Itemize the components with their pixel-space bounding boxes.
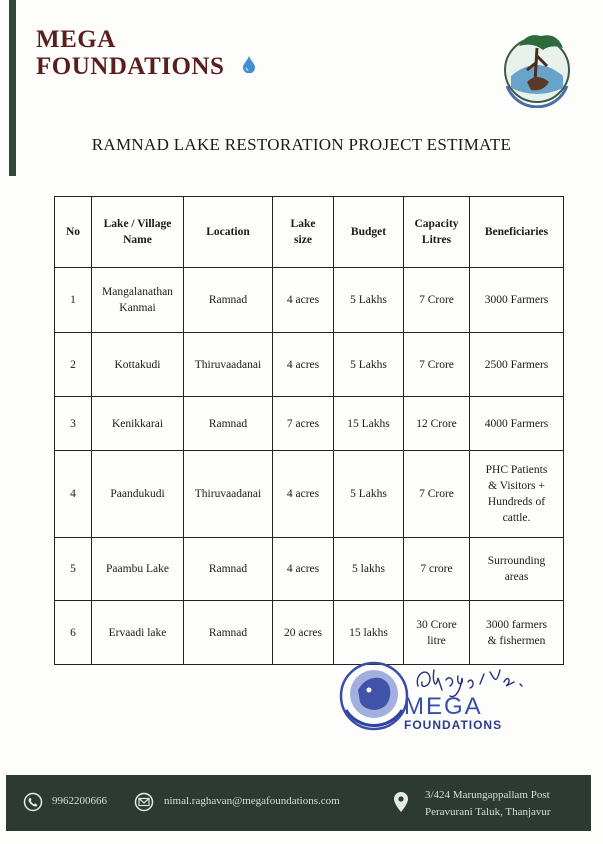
cell-name: Paandukudi bbox=[92, 451, 184, 538]
location-pin-icon bbox=[392, 791, 410, 813]
cell-no: 2 bbox=[55, 333, 92, 397]
cell-name: Ervaadi lake bbox=[92, 601, 184, 665]
cell-budget: 5 lakhs bbox=[334, 538, 404, 601]
phone-icon bbox=[23, 792, 43, 812]
stamp-mega: MEGA bbox=[404, 693, 483, 720]
email-icon bbox=[134, 792, 154, 812]
table-row bbox=[55, 601, 564, 665]
header-capacity-litres: Capacity Litres bbox=[404, 197, 470, 268]
table-row bbox=[55, 333, 564, 397]
cell-size: 4 acres bbox=[273, 538, 334, 601]
cell-size: 20 acres bbox=[273, 601, 334, 665]
cell-beneficiaries: 3000 farmers & fishermen bbox=[470, 601, 564, 665]
cell-beneficiaries: PHC Patients & Visitors + Hundreds of cattle. bbox=[470, 451, 564, 538]
cell-no: 5 bbox=[55, 538, 92, 601]
table-row bbox=[55, 397, 564, 451]
table-row bbox=[55, 268, 564, 333]
document-title: RAMNAD LAKE RESTORATION PROJECT ESTIMATE bbox=[91, 135, 512, 154]
footer-address-line1: 3/424 Marungappallam Post bbox=[425, 789, 550, 801]
cell-capacity: 30 Crore litre bbox=[404, 601, 470, 665]
header-beneficiaries: Beneficiaries bbox=[470, 197, 564, 268]
footer-phone[interactable]: 9962200666 bbox=[52, 795, 107, 807]
cell-size: 7 acres bbox=[273, 397, 334, 451]
table-row bbox=[55, 451, 564, 538]
header-budget: Budget bbox=[334, 197, 404, 268]
globe-lion-stamp-icon bbox=[338, 660, 410, 732]
cell-capacity: 7 Crore bbox=[404, 451, 470, 538]
cell-size: 4 acres bbox=[273, 333, 334, 397]
earth-tree-logo-icon bbox=[497, 26, 577, 108]
cell-capacity: 7 crore bbox=[404, 538, 470, 601]
brand-line-1: MEGA bbox=[36, 26, 116, 53]
project-estimate-table bbox=[54, 196, 564, 665]
cell-budget: 5 Lakhs bbox=[334, 451, 404, 538]
cell-location: Thiruvaadanai bbox=[184, 333, 273, 397]
table-row bbox=[55, 538, 564, 601]
cell-name: Kenikkarai bbox=[92, 397, 184, 451]
cell-capacity: 7 Crore bbox=[404, 333, 470, 397]
cell-location: Ramnad bbox=[184, 397, 273, 451]
brand-wordmark bbox=[36, 26, 224, 80]
water-drop-icon bbox=[242, 55, 256, 73]
header-location: Location bbox=[184, 197, 273, 268]
cell-location: Ramnad bbox=[184, 601, 273, 665]
contact-footer bbox=[6, 775, 591, 831]
stamp-wordmark bbox=[404, 693, 503, 734]
cell-name: Paambu Lake bbox=[92, 538, 184, 601]
cell-budget: 5 Lakhs bbox=[334, 333, 404, 397]
cell-beneficiaries: 2500 Farmers bbox=[470, 333, 564, 397]
cell-location: Ramnad bbox=[184, 538, 273, 601]
cell-beneficiaries: Surrounding areas bbox=[470, 538, 564, 601]
cell-no: 3 bbox=[55, 397, 92, 451]
cell-location: Thiruvaadanai bbox=[184, 451, 273, 538]
stamp-foundations: FOUNDATIONS bbox=[404, 718, 503, 732]
cell-name: Mangalanathan Kanmai bbox=[92, 268, 184, 333]
cell-no: 4 bbox=[55, 451, 92, 538]
cell-beneficiaries: 3000 Farmers bbox=[470, 268, 564, 333]
cell-capacity: 7 Crore bbox=[404, 268, 470, 333]
cell-budget: 5 Lakhs bbox=[334, 268, 404, 333]
cell-no: 6 bbox=[55, 601, 92, 665]
cell-size: 4 acres bbox=[273, 451, 334, 538]
cell-name: Kottakudi bbox=[92, 333, 184, 397]
header-lake-village-name: Lake / Village Name bbox=[92, 197, 184, 268]
cell-beneficiaries: 4000 Farmers bbox=[470, 397, 564, 451]
header-no: No bbox=[55, 197, 92, 268]
footer-address-line2: Peravurani Taluk, Thanjavur bbox=[425, 806, 551, 818]
cell-size: 4 acres bbox=[273, 268, 334, 333]
footer-email[interactable]: nimal.raghavan@megafoundations.com bbox=[164, 795, 340, 807]
cell-location: Ramnad bbox=[184, 268, 273, 333]
cell-capacity: 12 Crore bbox=[404, 397, 470, 451]
cell-budget: 15 Lakhs bbox=[334, 397, 404, 451]
brand-line-2: FOUNDATIONS bbox=[36, 53, 225, 80]
header-lake-size: Lake size bbox=[273, 197, 334, 268]
cell-budget: 15 lakhs bbox=[334, 601, 404, 665]
cell-no: 1 bbox=[55, 268, 92, 333]
table-header-row bbox=[55, 197, 564, 268]
